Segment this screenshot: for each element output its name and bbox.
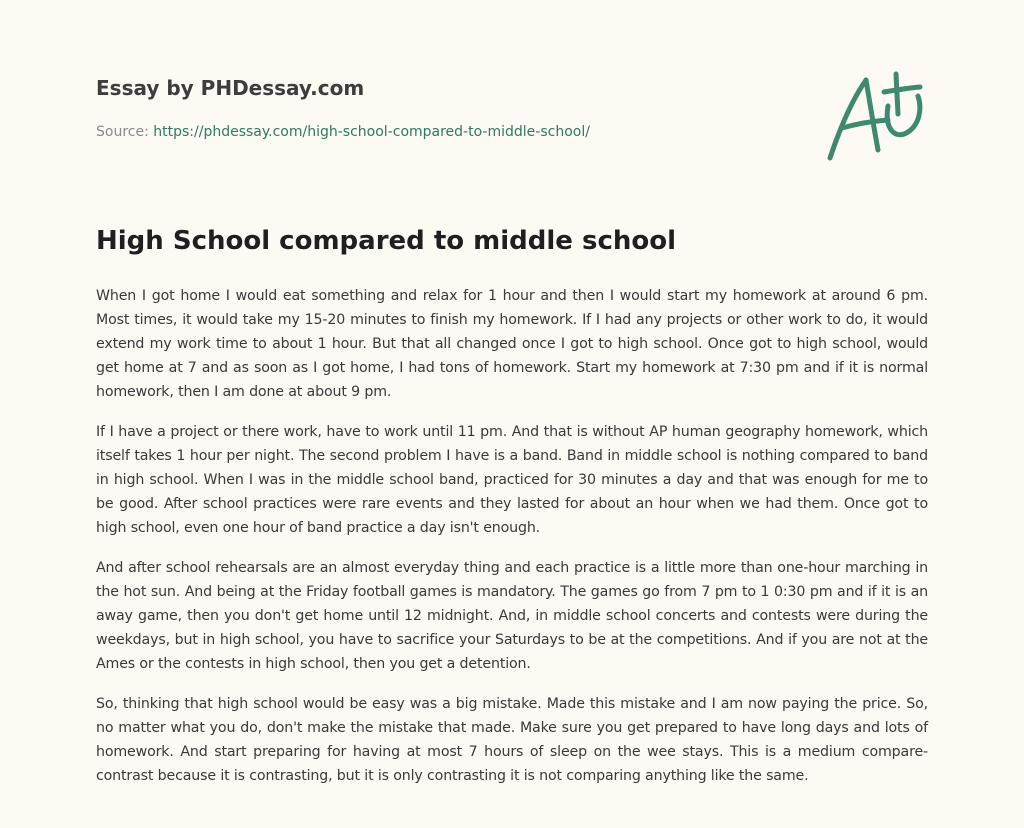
source-line (96, 124, 590, 140)
source-label: Source: (96, 124, 149, 140)
a-letter-stroke (866, 80, 878, 150)
a-letter-stroke (830, 80, 866, 158)
essay-paragraph: If I have a project or there work, have to work until 11 pm. And that is without AP human geography homework, which itself takes 1 hour per night. The second problem I have is a band. Band in middle school is nothing compared to band in high school. When I was in the middle school band, practiced for 30 minutes a day and that was enough for me to be good. After school practices were rare events and they lasted for about an hour when we had them. Once got to high school, even one hour of band practice a day isn't enough. (96, 424, 928, 536)
plus-sign-stroke (896, 74, 898, 114)
source-link[interactable]: https://phdessay.com/high-school-compared-to-middle-school/ (153, 124, 590, 140)
smile-stroke (887, 96, 920, 135)
essay-paragraph: And after school rehearsals are an almost everyday thing and each practice is a little more than one-hour marching in the hot sun. And being at the Friday football games is mandatory. The games go from 7 pm to 1 0:30 pm and if it is an away game, then you don't get home until 12 midnight. And, in middle school concerts and contests were during the weekdays, but in high school, you have to sacrifice your Saturdays to be at the competitions. And if you are not at the Ames or the contests in high school, then you get a detention. (96, 560, 928, 672)
essay-title: High School compared to middle school (96, 226, 677, 256)
essay-paragraph: When I got home I would eat something and relax for 1 hour and then I would start my homework at around 6 pm. Most times, it would take my 15-20 minutes to finish my homework. If I had any projects or other work to do, it would extend my work time to about 1 hour. But that all changed once I got to high school. Once got to high school, would get home at 7 and as soon as I got home, I had tons of homework. Start my homework at 7:30 pm and if it is normal homework, then I am done at about 9 pm. (96, 288, 928, 400)
plus-sign-stroke (884, 87, 920, 92)
a-plus-grade-icon (822, 66, 932, 166)
essay-body (96, 284, 928, 804)
a-letter-crossbar (842, 120, 888, 128)
essay-paragraph: So, thinking that high school would be easy was a big mistake. Made this mistake and I am now paying the price. So, no matter what you do, don't make the mistake that made. Make sure you get prepared to have long days and lots of homework. And start preparing for having at most 7 hours of sleep on the wee stays. This is a medium compare-contrast because it is contrasting, but it is only contrasting it is not comparing anything like the same. (96, 696, 928, 784)
site-title: Essay by PHDessay.com (96, 76, 365, 100)
